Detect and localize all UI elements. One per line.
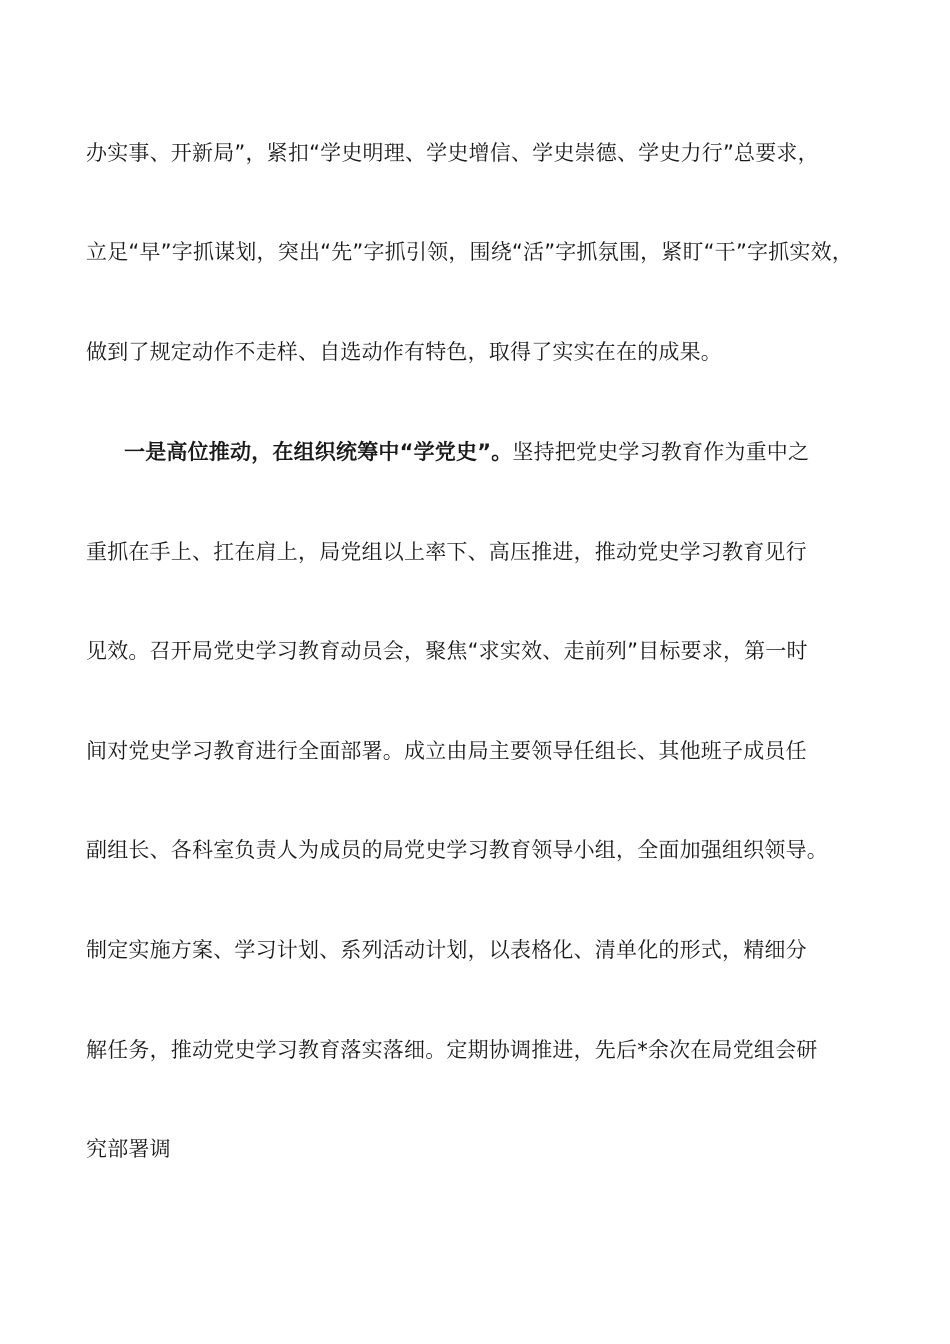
text-line-11: 究部署调: [86, 1137, 171, 1161]
text-line-1: 办实事、开新局”，紧扣“学史明理、学史增信、学史崇德、学史力行”总要求，: [86, 141, 819, 165]
paragraph-lead-text: 坚持把党史学习教育作为重中之: [512, 440, 810, 464]
text-line-9: 制定实施方案、学习计划、系列活动计划，以表格化、清单化的形式，精细分: [86, 938, 807, 962]
text-line-5: 重抓在手上、扛在肩上，局党组以上率下、高压推进，推动党史学习教育见行: [86, 540, 807, 564]
text-line-3: 做到了规定动作不走样、自选动作有特色，取得了实实在在的成果。: [86, 340, 722, 364]
text-line-7: 间对党史学习教育进行全面部署。成立由局主要领导任组长、其他班子成员任: [86, 739, 807, 763]
text-line-8: 副组长、各科室负责人为成员的局党史学习教育领导小组，全面加强组织领导。: [86, 838, 828, 862]
text-line-6: 见效。召开局党史学习教育动员会，聚焦“求实效、走前列”目标要求，第一时: [86, 639, 808, 663]
text-line-10: 解任务，推动党史学习教育落实落细。定期协调推进，先后*余次在局党组会研: [86, 1038, 818, 1062]
paragraph-lead-heading: 一是高位推动，在组织统筹中“学党史”。: [124, 440, 513, 464]
paragraph-lead-line: [124, 438, 809, 466]
text-line-2: 立足“早”字抓谋划，突出“先”字抓引领，围绕“活”字抓氛围，紧盯“干”字抓实效，: [86, 240, 854, 264]
